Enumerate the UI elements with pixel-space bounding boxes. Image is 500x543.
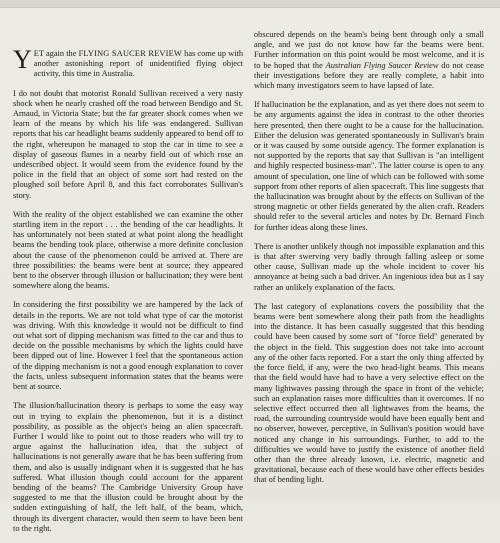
paragraph-1 bbox=[13, 45, 243, 80]
page-top-edge bbox=[0, 0, 500, 8]
paragraph-1-text: ET again the bbox=[33, 49, 79, 58]
paragraph-r1-text: obscured depends on the beam's being bent through only a small angle, and we just do not know how far the beams were bent. Further information on this point would be most welcome, and it is to be hoped that the bbox=[254, 30, 484, 70]
right-column bbox=[254, 30, 484, 495]
paragraph-3: With the reality of the object established we can examine the other startling item in the report . . . the bending of the car headlights. It has unfortunately not been stated at what point along the headlight beams the bending took place, otherwise a more definite conclusion about the cause of the phenomenon could be arrived at. There are three possibilities: the beams were bent at source; they appeared bent to the observer through illusion or hallucination; they were bent somewhere along the beams. bbox=[13, 209, 243, 291]
paragraph-1-text-cont: has come up with another astonishing report of unidentified flying object activity, this time in Australia. bbox=[33, 49, 243, 79]
magazine-name: FLYING SAUCER REVIEW bbox=[78, 49, 182, 58]
drop-cap: Y bbox=[13, 45, 32, 74]
paragraph-r1-text-cont: do not cease their investigations before they are really complete, a habit into which many investigators seem to have lapsed of late. bbox=[254, 60, 484, 91]
paragraph-r3: There is another unlikely though not impossible explanation and this is that after swerving very badly through falling asleep or some other cause, Sullivan made up the whole incident to cover his annoyance at being such a bad driver. An ingenious idea but as I say rather an unlikely explanation of the facts. bbox=[254, 241, 484, 292]
paragraph-5: The illusion/hallucination theory is perhaps to some the easy way out in trying to explain the phenomenon, but it is a distinct possibility, as possible as the object's being an alien spacecraft. Further I would like to point out to those readers who will try to argue against the hallucination idea, that the subject of hallucinations is not generally aware that he has been suffering from them, and also is usually indignant when it is suggested that he has suffered. What illusion though could account for the apparent bending of the beams? The Cambridge University Group have suggested to me that the illusion could be brought about by the sudden extinguishing of half, the left half, of the beam, which, through its divergent character, would then seem to have been bent to the right. bbox=[13, 401, 243, 533]
paragraph-r1 bbox=[254, 30, 484, 91]
paragraph-2: I do not doubt that motorist Ronald Sullivan received a very nasty shock when he nearly crashed off the road between Bendigo and St. Arnaud, in Victoria State; but the far greater shock comes when we learn of the means by which his life was endangered. Sullivan reports that his car headlight beams suddenly appeared to bend off to the right, whereupon he managed to stop the car in time to see a display of gaseous flames in a nearby field out of which rose an undescribed object. It would seem from the evidence found by the police in the field that an object of some sort had rested on the ploughed soil before April 8, and this fact corroborates Sullivan's story. bbox=[13, 88, 243, 200]
left-column bbox=[13, 45, 243, 543]
paragraph-4: In considering the first possibility we are hampered by the lack of details in the reports. We are not told what type of car the motorist was driving. With this knowledge it would not be difficult to find out what sort of dipping mechanism was fitted to the car and thus to decide on the possible mechanisms by which the lights could have been dipped out of line. However I feel that the spontaneous action of the dipping mechanism is not a good enough explanation to cover the facts, unless subsequent information states that the beams were bent at source. bbox=[13, 300, 243, 392]
publication-title: Australian Flying Saucer Review bbox=[325, 60, 439, 70]
paragraph-r4: The last category of explanations covers the possibility that the beams were bent somewhere along their path from the headlights into the distance. It has been casually suggested that this bending could have been caused by some sort of "force field" generated by the object in the field. This suggestion does not take into account any of the other facts reported. For a start the only thing affected by the force field, if any, were the two head-light beams. This means that the field would have had to have a very selective effect on the many lightwaves passing through the space in front of the vehicle; such an explanation raises more difficulties than it overcomes. If no selective effect occurred then all lightwaves from the beams, the road, the surrounding countryside would have been equally bent and no observer, however, perceptive, in Sullivan's position would have noticed any change in his surroundings. Further, to add to the difficulties we would have to justify the existence of another field other than the three already known, i.e. electric, magnetic and gravitational, because each of these would have other effects besides that of bending light. bbox=[254, 301, 484, 485]
paragraph-r2: If hallucination be the explanation, and as yet there does not seem to be any arguments against the idea in contrast to the other theories here presented, then there ought to be a cause for the hallucination. Either the delusion was generated spontaneously in Sullivan's brain or it was caused by some outside agency. The former explanation is not supported by the reports that say that Sullivan is "an intelligent and highly respected business-man". The latter course is open to any amount of speculation, one line of which can be followed with some support from other reports of alien spacecraft. This line suggests that the hallucination was brought about by the effects on Sullivan of the strong magnetic or other fields generated by the alien craft. Readers should refer to the several articles and notes by Dr. Bernard Finch for further ideas along these lines. bbox=[254, 100, 484, 232]
